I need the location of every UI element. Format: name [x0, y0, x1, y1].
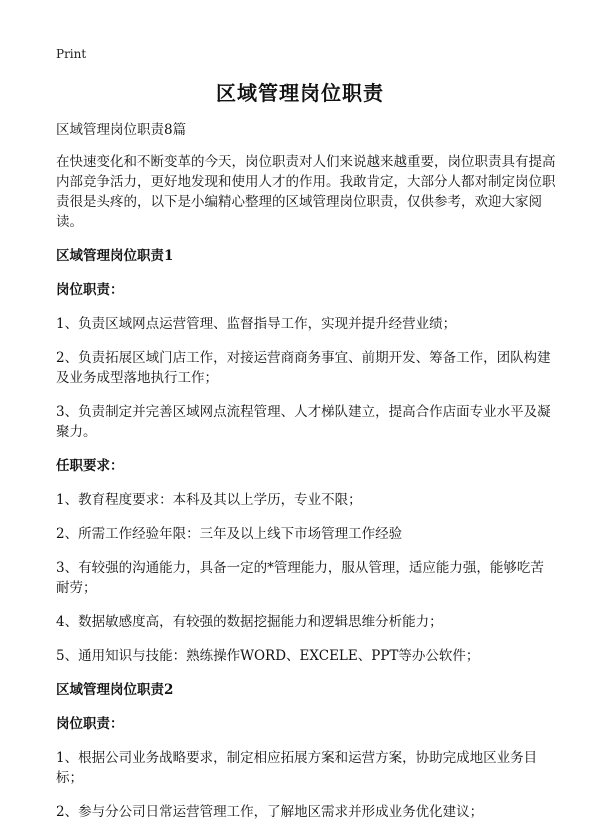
intro-paragraph: 在快速变化和不断变革的今天，岗位职责对人们来说越来越重要，岗位职责具有提高内部竞争活力，更好地发现和使用人才的作用。我敢肯定，大部分人都对制定岗位职责很是头疼的，以下是小编精心整理的区域管理岗位职责，仅供参考，欢迎大家阅读。 — [56, 154, 556, 230]
print-label: Print — [56, 47, 87, 61]
section-2-duty-item: 2、参与分公司日常运营管理工作，了解地区需求并形成业务优化建议； — [56, 804, 484, 820]
document-title: 区域管理岗位职责 — [216, 81, 384, 105]
section-1-requirements-label: 任职要求： — [56, 458, 124, 474]
section-2-duty-item: 1、根据公司业务战略要求，制定相应拓展方案和运营方案，协助完成地区业务目标； — [56, 750, 538, 786]
section-1-requirement-item: 3、有较强的沟通能力，具备一定的*管理能力，服从管理，适应能力强，能够吃苦耐劳； — [56, 560, 544, 596]
section-2-heading: 区域管理岗位职责2 — [56, 682, 174, 698]
section-1-duty-item: 1、负责区域网点运营管理、监督指导工作，实现并提升经营业绩； — [56, 316, 457, 332]
section-1-duty-item: 2、负责拓展区域门店工作，对接运营商商务事宜、前期开发、筹备工作，团队构建及业务成型落地执行工作； — [56, 350, 551, 386]
document-body — [56, 120, 556, 836]
document-subtitle: 区域管理岗位职责8篇 — [56, 122, 187, 138]
section-1-requirement-item: 4、数据敏感度高，有较强的数据挖掘能力和逻辑思维分析能力； — [56, 614, 443, 630]
section-1-duties-label: 岗位职责： — [56, 282, 124, 298]
section-1-duty-item: 3、负责制定并完善区域网点流程管理、人才梯队建立，提高合作店面专业水平及凝聚力。 — [56, 404, 551, 440]
section-1-requirement-item: 1、教育程度要求：本科及其以上学历，专业不限； — [56, 492, 362, 508]
section-1-heading: 区域管理岗位职责1 — [56, 248, 174, 264]
section-1-requirement-item: 2、所需工作经验年限：三年及以上线下市场管理工作经验 — [56, 526, 403, 542]
section-1-requirement-item: 5、通用知识与技能：熟练操作WORD、EXCELE、PPT等办公软件； — [56, 648, 480, 664]
section-2-duties-label: 岗位职责： — [56, 716, 124, 732]
